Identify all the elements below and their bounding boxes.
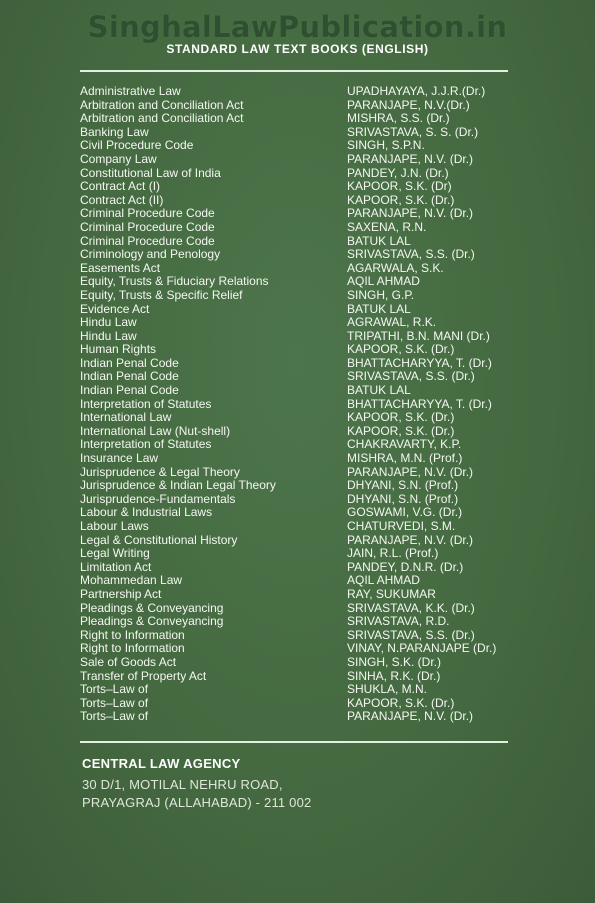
book-subject: International Law <box>80 411 172 425</box>
book-subject: Administrative Law <box>80 85 181 98</box>
book-row <box>80 520 520 534</box>
book-author: PANDEY, J.N. (Dr.) <box>347 165 449 180</box>
watermark: SinghalLawPublication.in <box>87 10 508 44</box>
book-author: SAXENA, R.N. <box>347 219 427 234</box>
book-author: SRIVASTAVA, S. S. (Dr.) <box>347 124 479 139</box>
book-author: BATUK LAL <box>347 383 411 398</box>
book-subject: Indian Penal Code <box>80 356 179 370</box>
book-author: SINGH, S.P.N. <box>347 138 425 153</box>
book-row <box>80 615 520 629</box>
book-row <box>80 153 520 167</box>
book-row <box>80 574 520 588</box>
book-author: SINHA, R.K. (Dr.) <box>347 668 441 683</box>
book-subject: Transfer of Property Act <box>80 669 207 683</box>
book-row <box>80 547 520 561</box>
book-author: PARANJAPE, N.V. (Dr.) <box>347 464 474 479</box>
book-subject: Human Rights <box>80 343 157 357</box>
book-row <box>80 656 520 670</box>
book-author: KAPOOR, S.K. (Dr.) <box>347 410 455 425</box>
book-author: TRIPATHI, B.N. MANI (Dr.) <box>347 328 490 343</box>
book-author: MISHRA, S.S. (Dr.) <box>347 111 450 126</box>
book-row <box>80 112 520 126</box>
publisher-name: CENTRAL LAW AGENCY <box>82 756 241 771</box>
book-author: RAY, SUKUMAR <box>347 586 436 601</box>
book-subject: Equity, Trusts & Fiduciary Relations <box>80 275 269 289</box>
publisher-address-line1: 30 D/1, MOTILAL NEHRU ROAD, <box>82 777 283 792</box>
book-subject: Jurisprudence & Indian Legal Theory <box>80 479 276 493</box>
book-subject: Pleadings & Conveyancing <box>80 601 224 615</box>
book-row <box>80 343 520 357</box>
book-subject: Torts–Law of <box>80 710 149 724</box>
book-author: CHAKRAVARTY, K.P. <box>347 437 462 452</box>
book-subject: Criminal Procedure Code <box>80 207 215 221</box>
book-subject: Company Law <box>80 152 157 166</box>
book-subject: Right to Information <box>80 642 185 656</box>
book-subject: Right to Information <box>80 628 185 642</box>
book-subject: Arbitration and Conciliation Act <box>80 98 244 112</box>
book-row <box>80 697 520 711</box>
book-row <box>80 425 520 439</box>
book-author: KAPOOR, S.K. (Dr.) <box>347 192 455 207</box>
book-subject: Indian Penal Code <box>80 370 179 384</box>
book-row <box>80 167 520 181</box>
book-author: KAPOOR, S.K. (Dr.) <box>347 423 455 438</box>
book-subject: Interpretation of Statutes <box>80 438 212 452</box>
book-author: PARANJAPE, N.V. (Dr.) <box>347 151 474 166</box>
book-author: BATUK LAL <box>347 233 411 248</box>
book-author: PARANJAPE, N.V. (Dr.) <box>347 532 474 547</box>
book-author: KAPOOR, S.K. (Dr.) <box>347 695 455 710</box>
book-row <box>80 330 520 344</box>
book-row <box>80 629 520 643</box>
book-row <box>80 710 520 724</box>
book-row <box>80 99 520 113</box>
bottom-divider <box>80 741 508 743</box>
book-row <box>80 670 520 684</box>
book-row <box>80 126 520 140</box>
book-row <box>80 235 520 249</box>
book-subject: Legal Writing <box>80 547 150 561</box>
book-subject: Hindu Law <box>80 329 137 343</box>
book-subject: Criminal Procedure Code <box>80 220 215 234</box>
book-author: AGRAWAL, R.K. <box>347 315 437 330</box>
book-author: AQIL AHMAD <box>347 274 420 289</box>
book-subject: Legal & Constitutional History <box>80 533 238 547</box>
book-author: AQIL AHMAD <box>347 573 420 588</box>
book-author: SRIVASTAVA, K.K. (Dr.) <box>347 600 475 615</box>
book-row <box>80 384 520 398</box>
book-author: GOSWAMI, V.G. (Dr.) <box>347 505 463 520</box>
book-row <box>80 370 520 384</box>
book-subject: Torts–Law of <box>80 696 149 710</box>
book-author: UPADHAYAYA, J.J.R.(Dr.) <box>347 84 486 98</box>
book-row <box>80 316 520 330</box>
book-subject: Pleadings & Conveyancing <box>80 615 224 629</box>
book-row <box>80 248 520 262</box>
book-subject: Equity, Trusts & Specific Relief <box>80 288 243 302</box>
book-row <box>80 466 520 480</box>
book-subject: Sale of Goods Act <box>80 655 177 669</box>
book-row <box>80 506 520 520</box>
book-row <box>80 438 520 452</box>
book-subject: Mohammedan Law <box>80 574 183 588</box>
book-row <box>80 180 520 194</box>
book-subject: Criminal Procedure Code <box>80 234 215 248</box>
book-row <box>80 683 520 697</box>
book-subject: Criminology and Penology <box>80 248 221 262</box>
book-author: SRIVASTAVA, S.S. (Dr.) <box>347 247 475 262</box>
book-subject: Partnership Act <box>80 587 162 601</box>
book-subject: Insurance Law <box>80 452 159 466</box>
book-author: VINAY, N.PARANJAPE (Dr.) <box>347 641 497 656</box>
book-author: CHATURVEDI, S.M. <box>347 519 456 533</box>
book-author: SINGH, G.P. <box>347 287 415 302</box>
book-row <box>80 289 520 303</box>
book-author: JAIN, R.L. (Prof.) <box>347 546 439 561</box>
book-row <box>80 194 520 208</box>
book-subject: Jurisprudence-Fundamentals <box>80 492 236 506</box>
book-subject: Constitutional Law of India <box>80 166 221 180</box>
book-author: KAPOOR, S.K. (Dr) <box>347 179 452 194</box>
book-row <box>80 262 520 276</box>
book-subject: Jurisprudence & Legal Theory <box>80 465 240 479</box>
book-subject: Indian Penal Code <box>80 384 179 398</box>
book-subject: Contract Act (I) <box>80 180 161 194</box>
book-subject: Banking Law <box>80 125 149 139</box>
top-divider <box>80 70 508 72</box>
book-subject: Easements Act <box>80 261 161 275</box>
book-subject: Limitation Act <box>80 560 152 574</box>
book-author: SRIVASTAVA, R.D. <box>347 614 450 629</box>
book-row <box>80 275 520 289</box>
book-row <box>80 588 520 602</box>
book-subject: Interpretation of Statutes <box>80 397 212 411</box>
book-row <box>80 398 520 412</box>
book-author: SHUKLA, M.N. <box>347 682 428 697</box>
book-author: PANDEY, D.N.R. (Dr.) <box>347 559 464 574</box>
book-row <box>80 479 520 493</box>
book-subject: Civil Procedure Code <box>80 139 194 153</box>
book-author: BATUK LAL <box>347 301 411 316</box>
book-subject: Contract Act (II) <box>80 193 164 207</box>
book-row <box>80 357 520 371</box>
book-subject: Arbitration and Conciliation Act <box>80 112 244 126</box>
book-row <box>80 303 520 317</box>
book-author: DHYANI, S.N. (Prof.) <box>347 491 459 506</box>
book-author: PARANJAPE, N.V. (Dr.) <box>347 709 474 724</box>
book-author: MISHRA, M.N. (Prof.) <box>347 451 463 466</box>
book-subject: Labour & Industrial Laws <box>80 506 213 520</box>
book-row <box>80 493 520 507</box>
book-author: AGARWALA, S.K. <box>347 260 444 275</box>
book-subject: Labour Laws <box>80 520 149 533</box>
book-author: PARANJAPE, N.V.(Dr.) <box>347 97 470 112</box>
book-row <box>80 139 520 153</box>
book-author: BHATTACHARYYA, T. (Dr.) <box>347 396 492 411</box>
book-list <box>80 85 520 724</box>
book-author: PARANJAPE, N.V. (Dr.) <box>347 206 474 221</box>
publisher-address-line2: PRAYAGRAJ (ALLAHABAD) - 211 002 <box>82 795 312 810</box>
book-subject: International Law (Nut-shell) <box>80 424 231 438</box>
book-row <box>80 85 520 99</box>
book-subject: Torts–Law of <box>80 683 149 697</box>
book-row <box>80 221 520 235</box>
book-author: SRIVASTAVA, S.S. (Dr.) <box>347 369 475 384</box>
book-subject: Evidence Act <box>80 302 150 316</box>
book-author: BHATTACHARYYA, T. (Dr.) <box>347 355 492 370</box>
book-author: SRIVASTAVA, S.S. (Dr.) <box>347 627 475 642</box>
book-author: DHYANI, S.N. (Prof.) <box>347 478 459 493</box>
book-row <box>80 602 520 616</box>
book-row <box>80 411 520 425</box>
book-subject: Hindu Law <box>80 316 137 330</box>
book-row <box>80 207 520 221</box>
book-author: SINGH, S.K. (Dr.) <box>347 654 442 669</box>
book-row <box>80 534 520 548</box>
book-author: KAPOOR, S.K. (Dr.) <box>347 342 455 357</box>
book-row <box>80 452 520 466</box>
book-row <box>80 561 520 575</box>
page-title: STANDARD LAW TEXT BOOKS (ENGLISH) <box>166 42 429 56</box>
book-row <box>80 642 520 656</box>
